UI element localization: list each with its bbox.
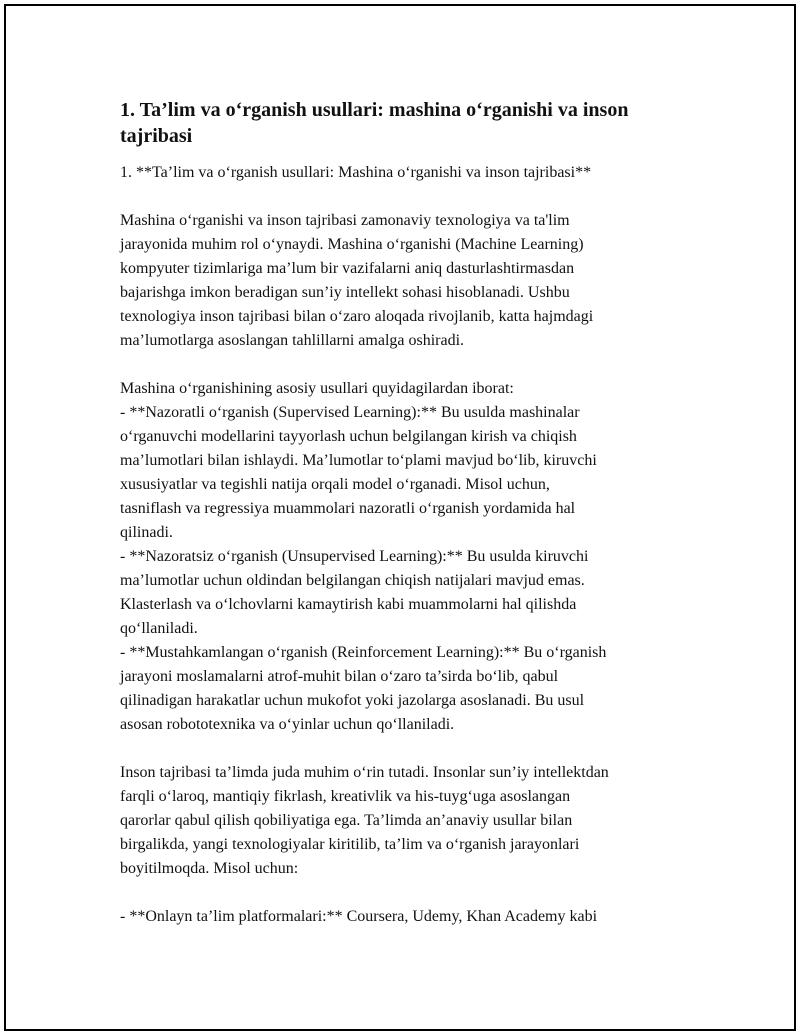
- text-line: qarorlar qabul qilish qobiliyatiga ega. Ta’limda an’anaviy usullar bilan: [120, 812, 573, 829]
- document-page: [4, 4, 796, 1031]
- document-content: [120, 97, 680, 929]
- paragraph-gap: [120, 737, 680, 761]
- text-line: ma’lumotlarga asoslangan tahlillarni amalga oshiradi.: [120, 332, 465, 349]
- text-line: asosan robototexnika va o‘yinlar uchun qo‘llaniladi.: [120, 716, 455, 733]
- text-line: bajarishga imkon beradigan sun’iy intellekt sohasi hisoblanadi. Ushbu: [120, 284, 570, 301]
- text-line: - **Mustahkamlangan o‘rganish (Reinforcement Learning):** Bu o‘rganish: [120, 644, 607, 661]
- text-line: o‘rganuvchi modellarini tayyorlash uchun belgilangan kirish va chiqish: [120, 428, 577, 445]
- text-line: Klasterlash va o‘lchovlarni kamaytirish kabi muammolarni hal qilishda: [120, 596, 577, 613]
- text-line: boyitilmoqda. Misol uchun:: [120, 860, 299, 877]
- text-line: Inson tajribasi ta’limda juda muhim o‘rin tutadi. Insonlar sun’iy intellektdan: [120, 764, 609, 781]
- text-line: - **Nazoratsiz o‘rganish (Unsupervised Learning):** Bu usulda kiruvchi: [120, 548, 589, 565]
- paragraph-gap: [120, 185, 680, 209]
- text-line: xususiyatlar va tegishli natija orqali model o‘rganadi. Misol uchun,: [120, 476, 550, 493]
- document-body: [120, 161, 680, 929]
- text-line: - **Nazoratli o‘rganish (Supervised Learning):** Bu usulda mashinalar: [120, 404, 580, 421]
- text-line: texnologiya inson tajribasi bilan o‘zaro aloqada rivojlanib, katta hajmdagi: [120, 308, 594, 325]
- text-line: qilinadigan harakatlar uchun mukofot yoki jazolarga asoslanadi. Bu usul: [120, 692, 585, 709]
- text-line: Mashina o‘rganishi va inson tajribasi zamonaviy texnologiya va ta'lim: [120, 212, 570, 229]
- paragraph-gap: [120, 353, 680, 377]
- text-line: - **Onlayn ta’lim platformalari:** Coursera, Udemy, Khan Academy kabi: [120, 908, 598, 925]
- text-line: tasniflash va regressiya muammolari nazoratli o‘rganish yordamida hal: [120, 500, 576, 517]
- text-line: 1. **Ta’lim va o‘rganish usullari: Mashina o‘rganishi va inson tajribasi**: [120, 164, 592, 181]
- text-line: birgalikda, yangi texnologiyalar kiritilib, ta’lim va o‘rganish jarayonlari: [120, 836, 580, 853]
- text-line: ma’lumotlari bilan ishlaydi. Ma’lumotlar to‘plami mavjud bo‘lib, kiruvchi: [120, 452, 597, 469]
- text-line: Mashina o‘rganishining asosiy usullari quyidagilardan iborat:: [120, 380, 514, 397]
- text-line: ma’lumotlar uchun oldindan belgilangan chiqish natijalari mavjud emas.: [120, 572, 585, 589]
- text-line: jarayonida muhim rol o‘ynaydi. Mashina o‘rganishi (Machine Learning): [120, 236, 584, 253]
- text-line: qilinadi.: [120, 524, 173, 541]
- text-line: jarayoni moslamalarni atrof-muhit bilan o‘zaro ta’sirda bo‘lib, qabul: [120, 668, 559, 685]
- document-title: 1. Ta’lim va o‘rganish usullari: mashina o‘rganishi va inson tajribasi: [120, 99, 629, 147]
- paragraph-gap: [120, 881, 680, 905]
- text-line: qo‘llaniladi.: [120, 620, 198, 637]
- text-line: kompyuter tizimlariga ma’lum bir vazifalarni aniq dasturlashtirmasdan: [120, 260, 575, 277]
- text-line: farqli o‘laroq, mantiqiy fikrlash, kreativlik va his-tuyg‘uga asoslangan: [120, 788, 571, 805]
